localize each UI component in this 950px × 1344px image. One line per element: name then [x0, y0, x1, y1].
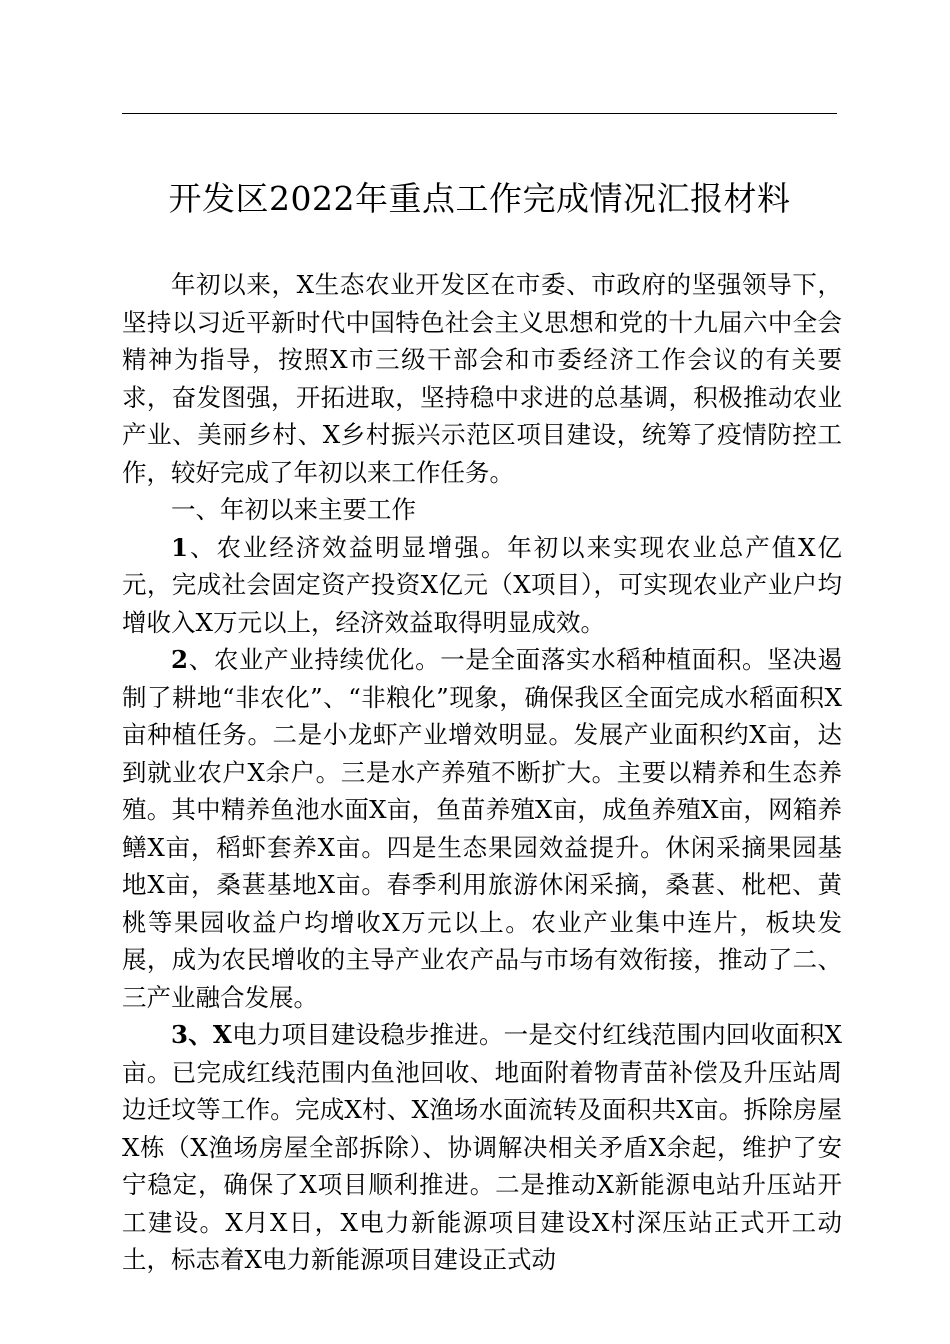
section-heading [122, 491, 842, 529]
paragraph-text: 、农业产业持续优化。一是全面落实水稻种植面积。坚决遏制了耕地“非农化”、“非粮化”现象，确保我区全面完成水稻面积X亩种植任务。二是小龙虾产业增效明显。发展产业面积约X亩，达到就业农户X余户。三是水产养殖不断扩大。主要以精养和生态养殖。其中精养鱼池水面X亩，鱼苗养殖X亩，成鱼养殖X亩，网箱养鳝X亩，稻虾套养X亩。四是生态果园效益提升。休闲采摘果园基地X亩，桑葚基地X亩。春季利用旅游休闲采摘，桑葚、枇杷、黄桃等果园收益户均增收X万元以上。农业产业集中连片，板块发展，成为农民增收的主导产业农产品与市场有效衔接，推动了二、三产业融合发展。 [122, 645, 842, 1012]
intro-paragraph [122, 266, 842, 491]
item-number: 1 [171, 532, 189, 562]
item-paragraph-2 [122, 641, 842, 1016]
paragraph-text: 年初以来，X生态农业开发区在市委、市政府的坚强领导下，坚持以习近平新时代中国特色社会主义思想和党的十九届六中全会精神为指导，按照X市三级干部会和市委经济工作会议的有关要求，奋发图强，开拓进取，坚持稳中求进的总基调，积极推动农业产业、美丽乡村、X乡村振兴示范区项目建设，统筹了疫情防控工作，较好完成了年初以来工作任务。 [122, 270, 842, 487]
item-number: 2 [171, 645, 189, 674]
header-rule [122, 113, 837, 114]
item-paragraph-3 [122, 1016, 842, 1279]
item-number: 3、X [171, 1020, 232, 1049]
item-paragraph-1 [122, 529, 842, 642]
section-heading-text: 一、年初以来主要工作 [171, 495, 416, 524]
paragraph-text: 、农业经济效益明显增强。年初以来实现农业总产值X亿元，完成社会固定资产投资X亿元（X项目），可实现农业产业户均增收入X万元以上，经济效益取得明显成效。 [122, 532, 842, 637]
document-title: 开发区2022年重点工作完成情况汇报材料 [168, 179, 791, 218]
paragraph-text: 电力项目建设稳步推进。一是交付红线范围内回收面积X亩。已完成红线范围内鱼池回收、地面附着物青苗补偿及升压站周边迁坟等工作。完成X村、X渔场水面流转及面积共X亩。拆除房屋X栋（X渔场房屋全部拆除）、协调解决相关矛盾X余起，维护了安宁稳定，确保了X项目顺利推进。二是推动X新能源电站升压站开工建设。X月X日，X电力新能源项目建设X村深压站正式开工动土，标志着X电力新能源项目建设正式动 [122, 1020, 842, 1274]
document-body [122, 266, 842, 1279]
